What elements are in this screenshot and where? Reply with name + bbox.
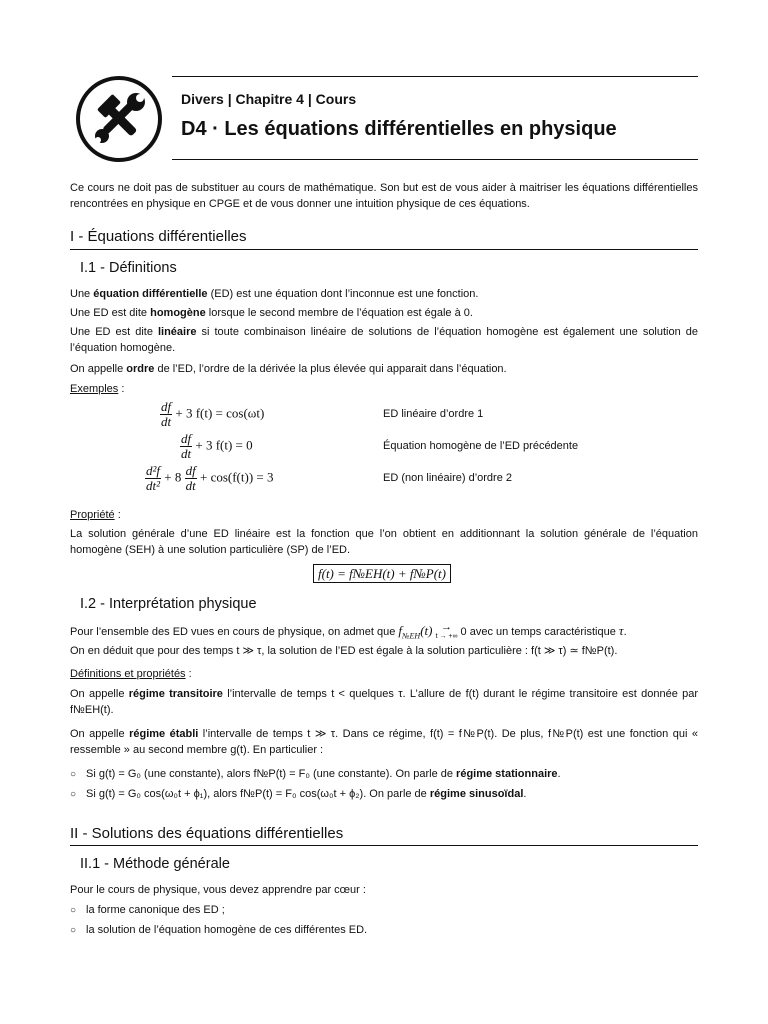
example-equation-2: $\frac{df}{dt}$ + 3 f(t) = 0 [181, 431, 253, 461]
definitions-properties-label: Définitions et propriétés : [70, 668, 192, 680]
section-2-heading: II - Solutions des équations différentielles [70, 825, 344, 842]
section-2-rule [70, 845, 698, 846]
definition-ordre: On appelle ordre de l’ED, l’ordre de la dérivée la plus élevée qui apparait dans l’équation. [70, 363, 507, 375]
example-equation-1: $\frac{df}{dt}$ + 3 f(t) = cos(ωt) [161, 399, 265, 429]
header-bottom-rule [172, 159, 698, 160]
circle-bullet-icon: ○ [70, 769, 77, 780]
subsection-2-1-heading: II.1 - Méthode générale [80, 856, 230, 872]
regime-etabli-definition: On appelle régime établi l’intervalle de temps t ≫ τ. Dans ce régime, f(t) = f№P(t). De plus, f№P(t) est une fonction qui « ressemble » au second membre g(t). En particulier : [70, 728, 698, 756]
header-top-rule [172, 76, 698, 77]
method-intro: Pour le cours de physique, vous devez apprendre par cœur : [70, 884, 366, 896]
boxed-solution-equation: f(t) = f№EH(t) + f№P(t) [313, 566, 451, 582]
example-label-1: ED linéaire d’ordre 1 [383, 408, 484, 420]
list-item: ○ Si g(t) = G₀ (une constante), alors f№P(t) = F₀ (une constante). On parle de régime stationnaire. [70, 766, 698, 783]
example-label-3: ED (non linéaire) d’ordre 2 [383, 472, 513, 484]
property-label: Propriété : [70, 509, 121, 521]
circle-bullet-icon: ○ [70, 905, 77, 916]
regime-transitoire-definition: On appelle régime transitoire l’intervalle de temps t < quelques τ. L’allure de f(t) durant le régime transitoire est donnée par f№EH(t). [70, 688, 699, 716]
list-item: ○ Si g(t) = G₀ cos(ω₀t + ϕ₁), alors f№P(t) = F₀ cos(ω₀t + ϕ₂). On parle de régime sinusoïdal. [70, 786, 698, 803]
definition-ed: Une équation différentielle (ED) est une équation dont l’inconnue est une fonction. [70, 288, 479, 300]
section-1-rule [70, 249, 698, 250]
interpretation-line-1: Pour l’ensemble des ED vues en cours de physique, on admet que $f_{№EH}(t)$ → t → +∞ 0 avec un temps caractéristique τ. [70, 621, 627, 641]
property-text: La solution générale d’une ED linéaire est la fonction que l’on obtient en additionnant la solution générale de l’équation homogène (SEH) à une solution particulière (SP) de l’ED. [70, 528, 698, 556]
hammer-wrench-icon [76, 76, 162, 162]
definition-homogene: Une ED est dite homogène lorsque le second membre de l’équation est égale à 0. [70, 307, 473, 319]
list-item: ○ la solution de l’équation homogène de ces différentes ED. [70, 922, 698, 939]
definition-lineaire: Une ED est dite linéaire si toute combinaison linéaire de solutions de l’équation homogène est également une solution de l’équation homogène. [70, 326, 698, 354]
subsection-1-1-heading: I.1 - Définitions [80, 260, 177, 276]
list-item: ○ la forme canonique des ED ; [70, 902, 698, 919]
interpretation-line-2: On en déduit que pour des temps t ≫ τ, la solution de l’ED est égale à la solution particulière : f(t ≫ τ) ≃ f№P(t). [70, 645, 618, 657]
examples-label: Exemples : [70, 383, 125, 395]
section-1-heading: I - Équations différentielles [70, 228, 247, 245]
circle-bullet-icon: ○ [70, 789, 77, 800]
example-label-2: Équation homogène de l’ED précédente [383, 440, 579, 452]
chapter-subtitle: Divers | Chapitre 4 | Cours [181, 91, 357, 107]
circle-bullet-icon: ○ [70, 925, 77, 936]
intro-paragraph: Ce cours ne doit pas de substituer au cours de mathématique. Son but est de vous aider à maitriser les équations différentielles rencontrées en physique en CPGE et de vous donner une intuition physique de ces équations. [70, 182, 698, 210]
page-title: D4 · Les équations différentielles en physique [181, 118, 617, 140]
example-equation-3: $\frac{\text{d²f}}{\text{dt²}}$ + 8 $\frac{df}{dt}$ + cos(f(t)) = 3 [146, 463, 274, 493]
subsection-1-2-heading: I.2 - Interprétation physique [80, 596, 257, 612]
